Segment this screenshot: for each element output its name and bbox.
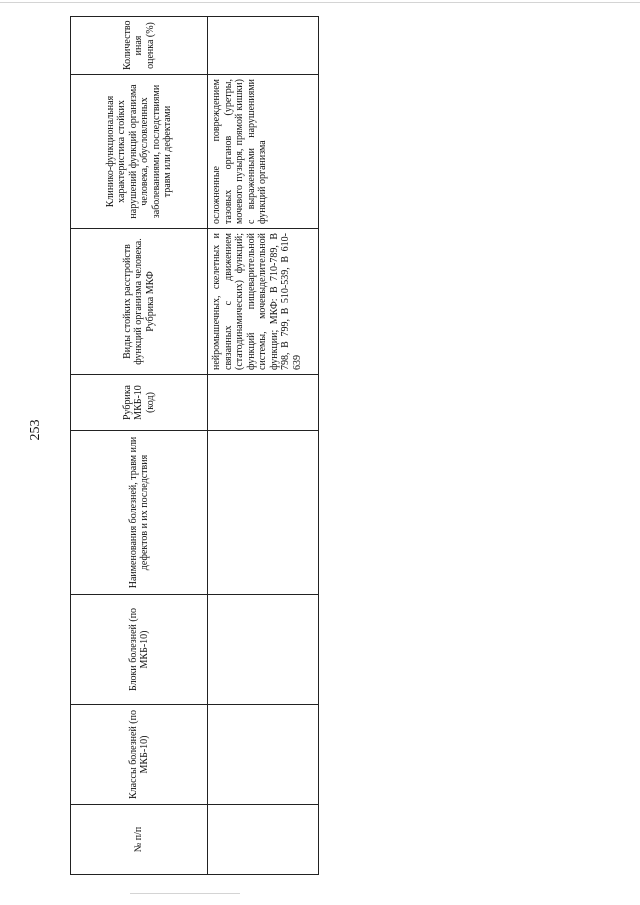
- header-clinical-characteristics: Клинико-функциональная характеристика стойких нарушений функций организма человека, обусловленных заболеваниями, последствиями травм или дефектами: [71, 75, 208, 229]
- cell-disease-name: [208, 431, 319, 595]
- cell-disease-block: [208, 595, 319, 705]
- header-disease-name: Наименования болезней, травм или дефектов и их последствия: [71, 431, 208, 595]
- header-number: № п/п: [71, 805, 208, 875]
- cell-icd-code: [208, 375, 319, 431]
- cell-number: [208, 805, 319, 875]
- disability-criteria-table: [70, 16, 319, 875]
- header-function-disorders: Виды стойких расстройств функций организма человека. Рубрика МКФ: [71, 229, 208, 375]
- cell-disease-class: [208, 705, 319, 805]
- rotated-page: [46, 0, 640, 905]
- header-row: [71, 17, 208, 875]
- header-disease-block: Блоки болезней (по МКБ-10): [71, 595, 208, 705]
- header-disease-class: Классы болезней (по МКБ-10): [71, 705, 208, 805]
- page-number: 253: [28, 419, 43, 441]
- header-percentage: Количество иная оценка (%): [71, 17, 208, 75]
- cell-function-disorders: нейромышечных, скелетных и связанных с движением (статодинамических) функций; функций пищеварительной системы, мочевыделительной функции; МКФ: В 710-789, В 798, В 799, В 510-539, В 610-639: [208, 229, 319, 375]
- cell-clinical-characteristics: осложненные повреждением тазовых органов (уретры, мочевого пузыря, прямой кишки) с выраженными нарушениями функций организма: [208, 75, 319, 229]
- table-row: [208, 17, 319, 875]
- cell-percentage: [208, 17, 319, 75]
- header-icd-code: Рубрика МКБ-10 (код): [71, 375, 208, 431]
